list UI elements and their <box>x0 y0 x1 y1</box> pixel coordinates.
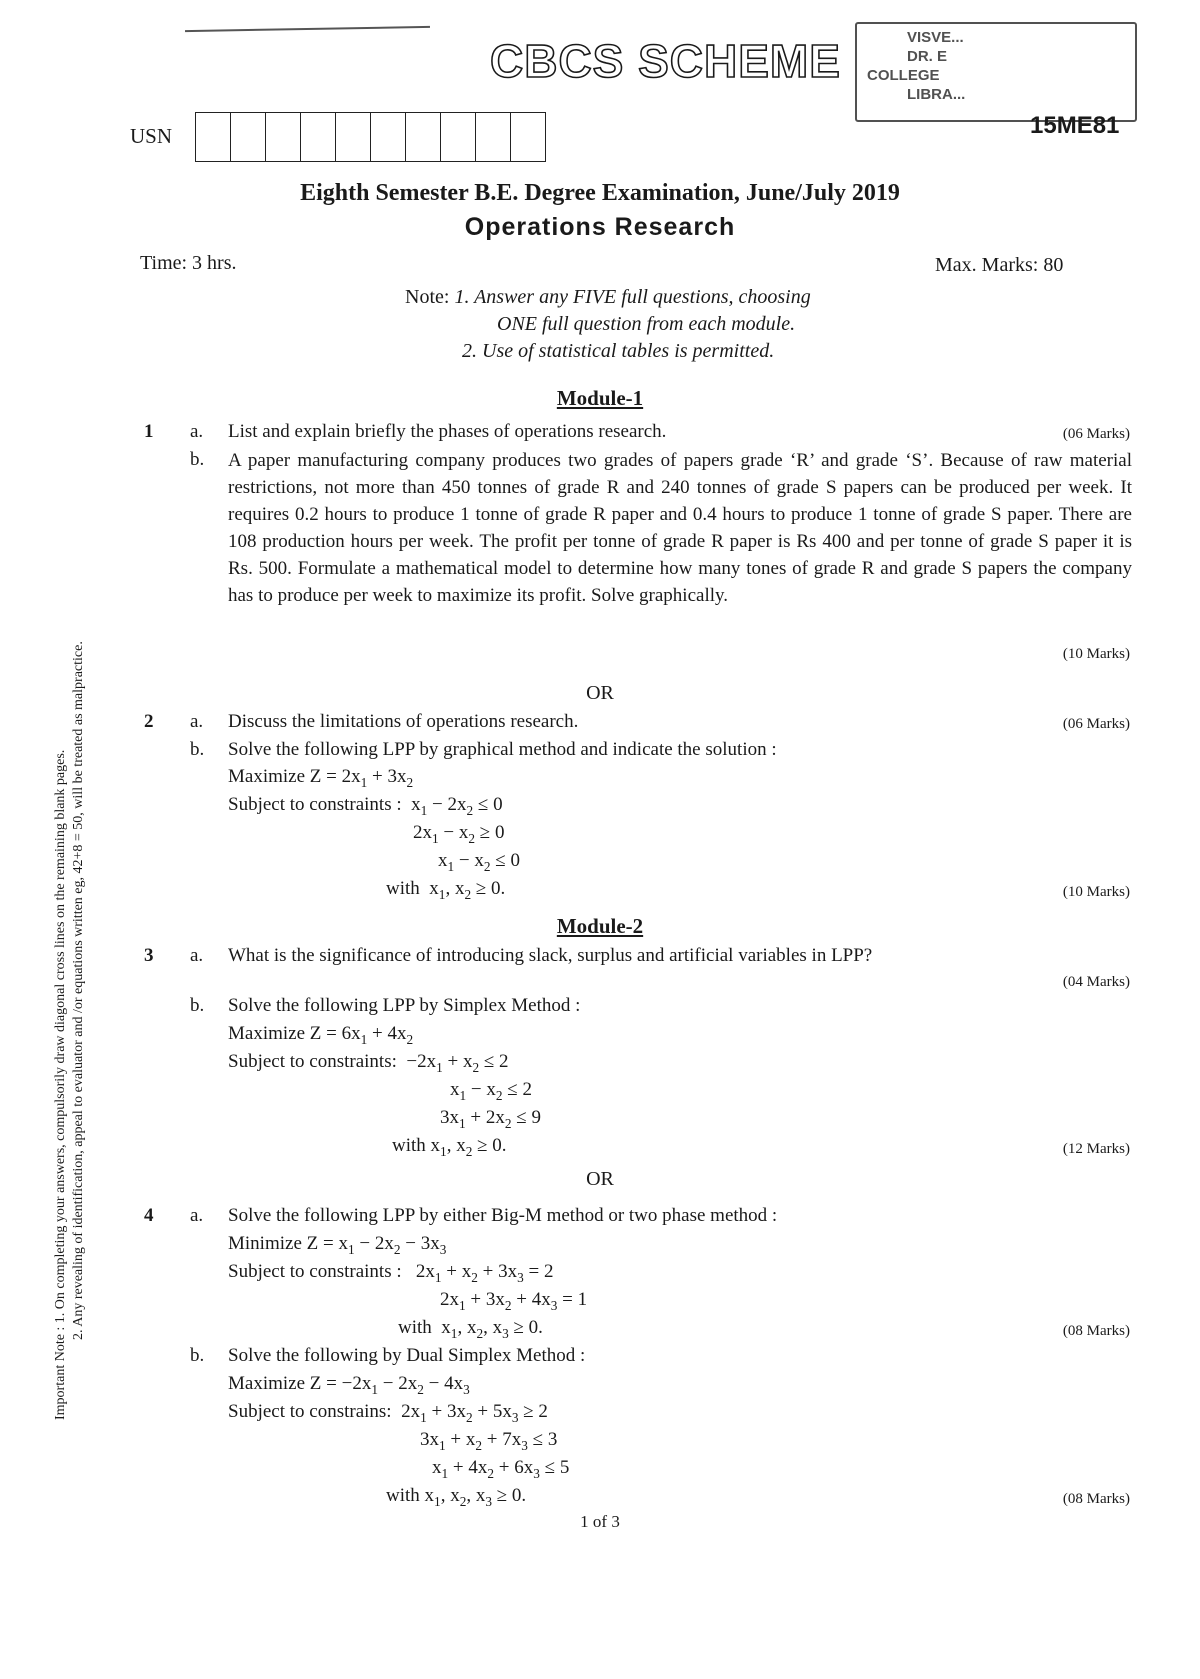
question-4a-marks: (08 Marks) <box>1062 1323 1130 1339</box>
question-3b-label: b. <box>190 995 205 1016</box>
q3b-constraint-1: Subject to constraints: $-2x_1 + x_2 \le 2$ <box>228 1051 509 1075</box>
exam-title: Eighth Semester B.E. Degree Examination, June/July 2019 <box>300 180 900 206</box>
stamp-line-2: DR. E <box>907 48 948 65</box>
page-number: 1 of 3 <box>580 1512 620 1531</box>
question-1a-marks: (06 Marks) <box>1062 426 1130 442</box>
library-stamp <box>855 22 1137 122</box>
note-line-3: 2. Use of statistical tables is permitted. <box>462 340 775 362</box>
q4b-nonnegativity: with $x_1$, $x_2$, $x_3 \ge 0$. <box>386 1485 527 1509</box>
course-code: 15ME81 <box>1030 112 1120 139</box>
question-4b-text: Solve the following by Dual Simplex Method : <box>228 1345 586 1366</box>
q4a-objective: Minimize $Z = x_1 - 2x_2 - 3x_3$ <box>228 1233 447 1257</box>
or-separator-1: OR <box>586 682 614 704</box>
q4b-constraint-1: Subject to constrains: $2x_1 + 3x_2 + 5x_3 \ge 2$ <box>228 1401 548 1425</box>
scheme-title: CBCS SCHEME <box>490 35 841 87</box>
or-separator-2: OR <box>586 1168 614 1190</box>
question-1b-label: b. <box>190 449 205 470</box>
q2b-constraint-1: Subject to constraints : $x_1 - 2x_2 \le 0$ <box>228 794 503 818</box>
important-note-line2: 2. Any revealing of identification, appeal to evaluator and /or equations written eg, 42+8 = 50, will be treated as malpractice. <box>71 641 86 1340</box>
question-2a-marks: (06 Marks) <box>1062 716 1130 732</box>
question-4a-label: a. <box>190 1205 204 1226</box>
stamp-line-4: LIBRA... <box>907 86 966 103</box>
q3b-constraint-2: $x_1 - x_2 \le 2$ <box>450 1079 532 1103</box>
module-2-heading: Module-2 <box>556 914 644 938</box>
stamp-line-1: VISVE... <box>907 29 964 46</box>
q3b-objective: Maximize $Z = 6x_1 + 4x_2$ <box>228 1023 414 1047</box>
question-2b-marks: (10 Marks) <box>1062 884 1130 900</box>
usn-boxes <box>196 112 546 162</box>
note-line-2: ONE full question from each module. <box>497 313 796 335</box>
q4a-constraint-1: Subject to constraints : $2x_1 + x_2 + 3x_3 = 2$ <box>228 1261 554 1285</box>
usn-label: USN <box>130 124 173 148</box>
question-1b-marks: (10 Marks) <box>1062 646 1130 662</box>
q4a-nonnegativity: with $x_1$, $x_2$, $x_3 \ge 0$. <box>398 1317 543 1341</box>
question-4a-text: Solve the following LPP by either Big-M method or two phase method : <box>228 1205 778 1226</box>
usn-cell <box>265 112 301 162</box>
usn-cell <box>475 112 511 162</box>
q4b-constraint-2: $3x_1 + x_2 + 7x_3 \le 3$ <box>420 1429 558 1453</box>
q4a-constraint-2: $2x_1 + 3x_2 + 4x_3 = 1$ <box>440 1289 588 1313</box>
q2b-nonnegativity: with $x_1$, $x_2 \ge 0$. <box>386 878 506 902</box>
question-2a-text: Discuss the limitations of operations research. <box>228 711 579 732</box>
question-4b-label: b. <box>190 1345 205 1366</box>
question-4b-marks: (08 Marks) <box>1062 1491 1130 1507</box>
q2b-objective: Maximize $Z = 2x_1 + 3x_2$ <box>228 766 414 790</box>
question-2b-label: b. <box>190 739 205 760</box>
usn-cell <box>335 112 371 162</box>
usn-cell <box>405 112 441 162</box>
question-1a-label: a. <box>190 421 204 442</box>
usn-cell <box>195 112 231 162</box>
usn-cell <box>510 112 546 162</box>
stamp-line-3: COLLEGE <box>867 67 940 84</box>
module-1-heading: Module-1 <box>556 386 644 410</box>
subject-title: Operations Research <box>464 213 736 241</box>
important-note-line1: Important Note : 1. On completing your answers, compulsorily draw diagonal cross lines on the remaining blank pages. <box>53 749 68 1420</box>
question-1-number: 1 <box>144 421 154 442</box>
important-note <box>52 340 88 1420</box>
q4b-objective: Maximize $Z = -2x_1 - 2x_2 - 4x_3$ <box>228 1373 470 1397</box>
q3b-constraint-3: $3x_1 + 2x_2 \le 9$ <box>440 1107 541 1131</box>
exam-max-marks: Max. Marks: 80 <box>935 254 1064 276</box>
q2b-constraint-2: $2x_1 - x_2 \ge 0$ <box>413 822 505 846</box>
question-2a-label: a. <box>190 711 204 732</box>
question-1a-text: List and explain briefly the phases of operations research. <box>228 421 667 442</box>
usn-cell <box>440 112 476 162</box>
q3b-nonnegativity: with $x_1$, $x_2 \ge 0$. <box>392 1135 507 1159</box>
question-3a-marks: (04 Marks) <box>1062 974 1130 990</box>
usn-cell <box>300 112 336 162</box>
usn-cell <box>230 112 266 162</box>
q2b-constraint-3: $x_1 - x_2 \le 0$ <box>438 850 520 874</box>
scan-scribble <box>185 26 430 32</box>
question-1b-text: A paper manufacturing company produces two grades of papers grade ‘R’ and grade ‘S’. Because of raw material restrictions, not more than 450 tonnes of grade R and 240 tonnes of grade S papers can be produced per week. It requires 0.2 hours to produce 1 tonne of grade R paper and 0.4 hours to produce 1 tonne of grade S paper. There are 108 production hours per week. The profit per tonne of grade R paper is Rs 400 and per tonne of grade S paper it is Rs. 500. Formulate a mathematical model to determine how many tones of grade R and grade S papers the company has to produce per week to maximize its profit. Solve graphically. <box>228 450 1132 606</box>
usn-cell <box>370 112 406 162</box>
note-line-1: 1. Answer any FIVE full questions, choosing <box>454 286 811 308</box>
question-3b-text: Solve the following LPP by Simplex Method : <box>228 995 581 1016</box>
exam-time: Time: 3 hrs. <box>140 252 237 274</box>
instructions <box>405 284 811 365</box>
q4b-constraint-3: $x_1 + 4x_2 + 6x_3 \le 5$ <box>432 1457 570 1481</box>
question-4-number: 4 <box>144 1205 154 1226</box>
question-3a-text: What is the significance of introducing slack, surplus and artificial variables in LPP? <box>228 945 873 966</box>
question-3-number: 3 <box>144 945 154 966</box>
note-label: Note: <box>405 286 450 308</box>
question-3a-label: a. <box>190 945 204 966</box>
question-3b-marks: (12 Marks) <box>1062 1141 1130 1157</box>
question-2-number: 2 <box>144 711 154 732</box>
question-2b-text: Solve the following LPP by graphical method and indicate the solution : <box>228 739 777 760</box>
